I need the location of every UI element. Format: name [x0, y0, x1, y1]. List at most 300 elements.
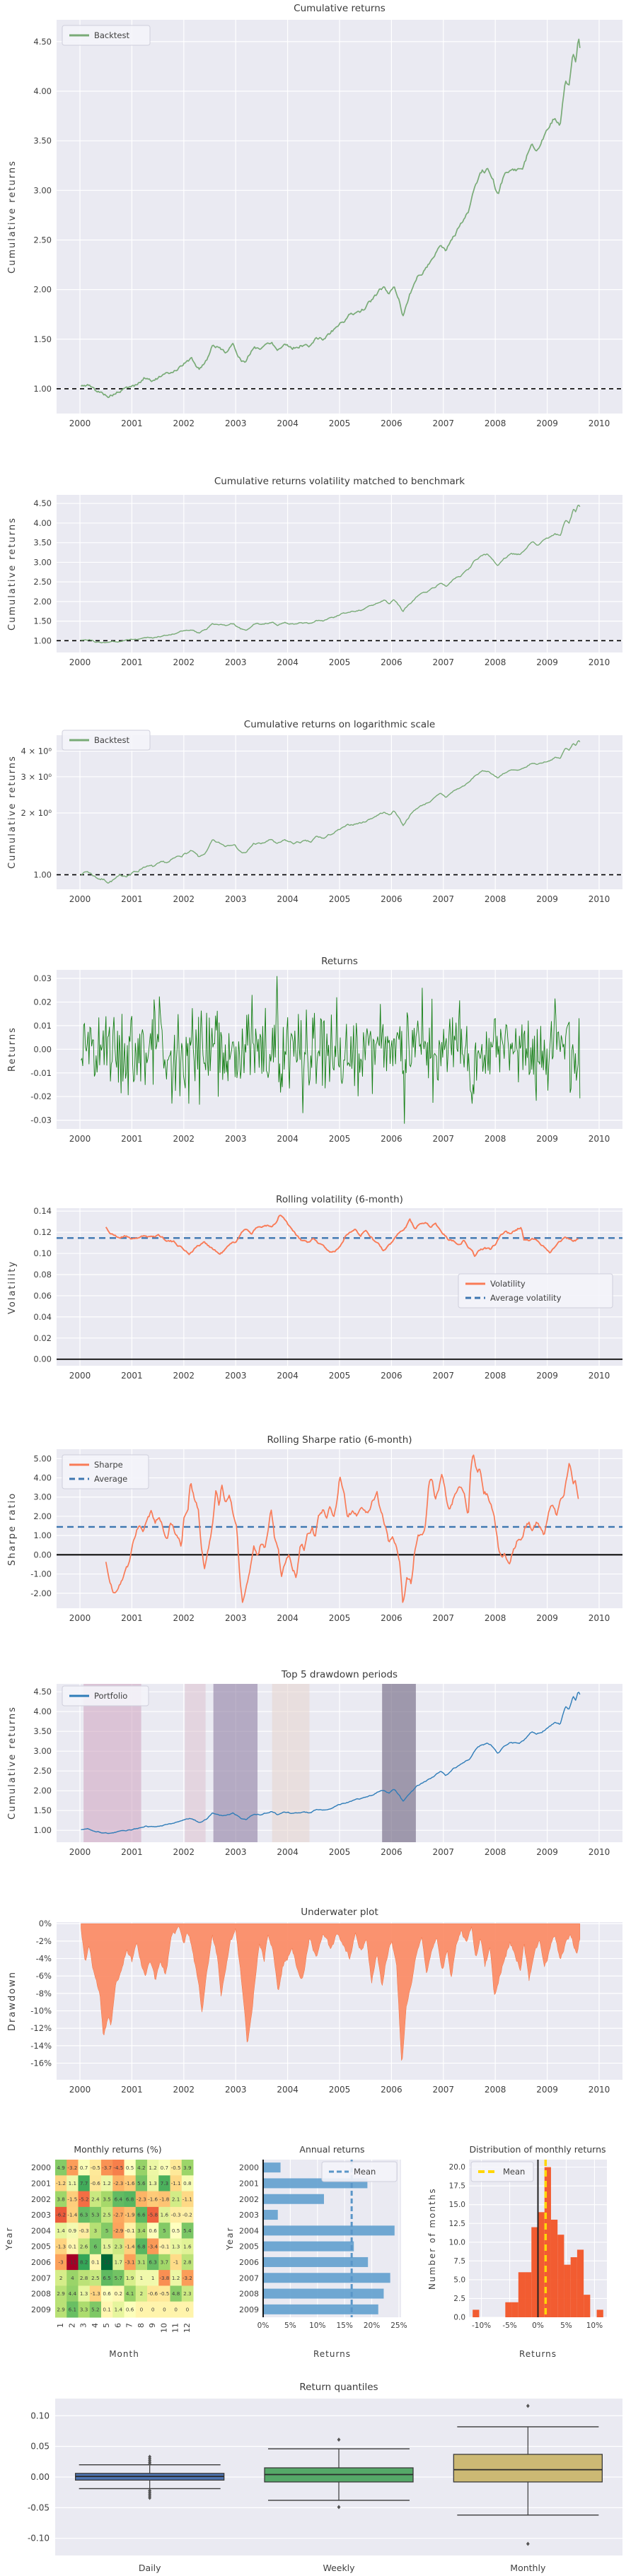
heatmap-cell-value: 5 [163, 2227, 166, 2234]
x-tick-label: 2005 [328, 657, 351, 667]
y-tick-label: 10.0 [448, 2238, 465, 2247]
heatmap-cell-value: 1.9 [125, 2274, 134, 2281]
rolling-sharpe-plot [0, 1432, 643, 1665]
y-tick-label: 2005 [31, 2242, 51, 2252]
y-tick-label: -0.02 [30, 1091, 52, 1102]
x-tick-label: 4 [90, 2323, 100, 2328]
histogram-bar [571, 2257, 577, 2317]
y-tick-label: 1.50 [33, 1805, 52, 1816]
heatmap-cell-value: 6.8 [125, 2196, 134, 2203]
y-tick-label: 0.04 [33, 1311, 52, 1322]
heatmap-cell-value: 0 [185, 2306, 190, 2313]
x-tick-label: 2008 [484, 657, 506, 667]
x-tick-label: 2 [67, 2323, 77, 2328]
y-tick-label: 3.00 [33, 557, 52, 568]
heatmap-cell-value: 2.8 [79, 2274, 88, 2281]
chart-rolling-sharpe [0, 1432, 643, 1665]
x-tick-label: 2001 [121, 2085, 143, 2095]
chart-rolling-volatility [0, 1191, 643, 1432]
return-quantiles-plot [0, 2372, 643, 2576]
x-category-label: Weekly [323, 2563, 355, 2573]
heatmap-cell-value: 0 [139, 2306, 144, 2313]
y-tick-label: -6% [35, 1971, 52, 1981]
heatmap-cell-value: 1.2 [103, 2180, 111, 2187]
x-tick-label: 2003 [224, 1371, 247, 1381]
y-tick-label: 2.50 [33, 235, 52, 245]
heatmap-cell-value: 3 [93, 2227, 98, 2234]
heatmap-cell-value: 5 [105, 2227, 109, 2234]
y-tick-label: 0.00 [33, 1550, 52, 1560]
x-tick-label: 2007 [432, 657, 455, 667]
x-tick-label: 15% [336, 2322, 353, 2330]
x-tick-label: 2002 [173, 418, 195, 428]
y-tick-label: 2008 [31, 2289, 51, 2299]
y-tick-label: -10% [30, 2006, 52, 2016]
histogram-bar [551, 2220, 557, 2317]
y-tick-label: 0.12 [33, 1227, 52, 1238]
x-tick-label: 2008 [484, 1371, 506, 1381]
heatmap-cell-value: 0.7 [79, 2164, 88, 2171]
y-axis-label: Number of months [427, 2187, 437, 2290]
heatmap-cell-value: 0.1 [91, 2259, 100, 2266]
y-tick-label: 3.50 [33, 136, 52, 146]
heatmap-cell-value: -6.2 [56, 2211, 66, 2218]
heatmap-cell-value: -1.6 [124, 2180, 135, 2187]
y-tick-label: 3.00 [33, 1492, 52, 1502]
x-tick-label: 2005 [328, 894, 351, 904]
heatmap-cell-value: 2 [59, 2274, 63, 2281]
histogram-bar [525, 2272, 531, 2317]
heatmap-cell-value: -1.4 [67, 2211, 78, 2218]
heatmap-cell-value: -11 [68, 2259, 77, 2266]
y-tick-label: 2006 [239, 2257, 259, 2267]
x-tick-label: 2009 [536, 1613, 558, 1623]
chart-drawdown-periods [0, 1665, 643, 1905]
chart-cumulative-returns [0, 0, 643, 463]
x-tick-label: 2007 [432, 1847, 455, 1857]
x-tick-label: 2001 [121, 1847, 143, 1857]
heatmap-cell-value: -2.3 [136, 2196, 146, 2203]
heatmap-cell-value: -3.2 [182, 2274, 192, 2281]
y-tick-label: 4.00 [33, 517, 52, 528]
y-tick-label: 0% [38, 1919, 52, 1929]
heatmap-cell-value: 6.1 [68, 2306, 77, 2313]
drawdown-periods-plot [0, 1665, 643, 1905]
chart-title: Underwater plot [301, 1907, 378, 1918]
heatmap-cell-value: 1.6 [183, 2243, 192, 2250]
chart-returns [0, 954, 643, 1191]
histogram-bar [564, 2265, 570, 2317]
bottom-row-plots [0, 2138, 643, 2372]
heatmap-cell-value: 3.9 [183, 2164, 192, 2171]
y-tick-label: 3.00 [33, 185, 52, 196]
heatmap-cell-value: 3.7 [160, 2259, 169, 2266]
chart-title: Top 5 drawdown periods [281, 1669, 398, 1680]
y-tick-label: 2001 [239, 2179, 259, 2189]
x-tick-label: -10% [472, 2322, 492, 2330]
chart-title: Returns [321, 956, 358, 967]
histogram-bar [597, 2309, 603, 2317]
heatmap-cell-value: 4.8 [171, 2290, 180, 2297]
x-tick-label: 2010 [588, 894, 610, 904]
chart-title: Monthly returns (%) [74, 2144, 162, 2155]
x-tick-label: 2006 [381, 1134, 402, 1144]
heatmap-cell-value: -1.3 [56, 2243, 66, 2250]
y-tick-label: 0.10 [33, 1248, 52, 1259]
x-tick-label: -5% [502, 2322, 517, 2330]
heatmap-cell-value: -2.7 [113, 2211, 124, 2218]
x-tick-label: 2006 [381, 657, 402, 667]
y-tick-label: 2006 [31, 2257, 51, 2267]
x-tick-label: 5 [102, 2323, 112, 2328]
drawdown-band [214, 1684, 257, 1842]
chart-title: Cumulative returns on logarithmic scale [243, 719, 436, 730]
x-tick-label: 2000 [69, 657, 91, 667]
x-tick-label: 2009 [536, 2085, 558, 2095]
x-tick-label: 2006 [381, 418, 402, 428]
x-tick-label: 2006 [381, 1847, 402, 1857]
y-tick-label: -0.01 [30, 1067, 52, 1078]
heatmap-cell-value: 6.8 [137, 2243, 146, 2250]
heatmap-cell-value: 2.9 [57, 2306, 65, 2313]
y-tick-label: 1.50 [33, 616, 52, 626]
y-tick-label: 4.00 [33, 86, 52, 97]
heatmap-cell-value: -2.3 [113, 2180, 124, 2187]
heatmap-cell-value: -0.1 [124, 2227, 135, 2234]
heatmap-cell-value: -2.9 [113, 2227, 124, 2234]
heatmap-cell-value: 2.9 [57, 2290, 65, 2297]
y-axis-label: Volatility [7, 1260, 18, 1314]
heatmap-cell-value: 2.3 [114, 2243, 123, 2250]
heatmap-cell-value: 7.7 [79, 2180, 88, 2187]
x-tick-label: 5% [560, 2322, 572, 2330]
y-tick-label: 2008 [239, 2289, 259, 2299]
heatmap-cell-value: -1.4 [124, 2243, 135, 2250]
annual-return-bar [263, 2242, 354, 2252]
y-tick-label: 1.50 [33, 334, 52, 344]
chart-title: Return quantiles [299, 2382, 378, 2393]
heatmap-cell-value: 0.7 [160, 2164, 169, 2171]
y-tick-label: -8% [35, 1988, 52, 1998]
y-tick-label: 0.03 [33, 973, 52, 984]
y-tick-label: 2.00 [33, 1786, 52, 1796]
heatmap-cell-value: 7.3 [160, 2180, 169, 2187]
y-tick-label: 0.14 [33, 1206, 52, 1217]
y-axis-label: Cumulative returns [7, 160, 18, 274]
y-tick-label: 1.00 [33, 870, 52, 880]
x-tick-label: 2008 [484, 1613, 506, 1623]
x-tick-label: 2002 [173, 894, 195, 904]
heatmap-cell-value: 1.4 [57, 2227, 65, 2234]
heatmap-cell-value: 6.4 [114, 2196, 123, 2203]
y-tick-label: 2.50 [33, 577, 52, 587]
heatmap-cell-value: 1.4 [114, 2306, 123, 2313]
chart-title: Distribution of monthly returns [469, 2144, 606, 2155]
y-tick-label: 17.5 [448, 2182, 465, 2191]
heatmap-cell-value: 4 [71, 2274, 74, 2281]
y-tick-label: 2007 [239, 2273, 259, 2283]
x-tick-label: 11 [170, 2323, 180, 2333]
x-tick-label: 2004 [277, 2085, 299, 2095]
y-axis-label: Returns [7, 1026, 18, 1072]
legend-label: Backtest [94, 735, 130, 745]
y-tick-label: 5.0 [453, 2276, 465, 2285]
heatmap-cell-value: 0 [174, 2306, 178, 2313]
heatmap-cell-value: 0.1 [103, 2306, 111, 2313]
y-tick-label: -0.10 [27, 2533, 50, 2543]
x-axis-label: Month [109, 2349, 139, 2359]
histogram-bar [545, 2167, 551, 2317]
heatmap-cell-value: -1.2 [56, 2180, 66, 2187]
box [453, 2454, 602, 2482]
y-tick-label: 2009 [31, 2305, 51, 2314]
heatmap-cell-value: -1 [173, 2259, 179, 2266]
x-tick-label: 2002 [173, 1371, 195, 1381]
chart-log-scale [0, 710, 643, 954]
heatmap-cell-value: 3.8 [57, 2196, 65, 2203]
bottom-row [0, 2138, 643, 2372]
heatmap-cell-value: 2 [139, 2290, 144, 2297]
y-tick-label: 2000 [31, 2163, 51, 2173]
y-tick-label: 0.02 [33, 997, 52, 1007]
drawdown-band [185, 1684, 205, 1842]
heatmap-cell-value: -1.9 [124, 2211, 135, 2218]
y-tick-label: 1.00 [33, 383, 52, 394]
heatmap-cell-value: -5.8 [148, 2211, 158, 2218]
heatmap-cell-value: 2.5 [103, 2211, 111, 2218]
legend-label: Average [94, 1474, 128, 1484]
heatmap-cell-value: 1.2 [171, 2274, 180, 2281]
heatmap-cell-value: 6.6 [137, 2211, 146, 2218]
x-tick-label: 2006 [381, 1371, 402, 1381]
heatmap-cell-value: -0.3 [79, 2227, 89, 2234]
x-tick-label: 2004 [277, 657, 299, 667]
chart-title: Cumulative returns volatility matched to benchmark [214, 476, 465, 487]
y-tick-label: 2000 [239, 2163, 259, 2173]
heatmap-cell-value: -0.6 [148, 2290, 158, 2297]
y-tick-label: 0.01 [33, 1020, 52, 1031]
x-tick-label: 2007 [432, 2085, 455, 2095]
x-tick-label: 2002 [173, 1134, 195, 1144]
heatmap-cell-value: 5.3 [91, 2211, 100, 2218]
heatmap-cell-value: 2.5 [91, 2274, 100, 2281]
y-tick-label: -0.05 [27, 2502, 50, 2513]
heatmap-cell-value: 0.8 [183, 2180, 192, 2187]
y-tick-label: -12% [30, 2023, 52, 2034]
x-tick-label: 2004 [277, 1134, 299, 1144]
x-tick-label: 2005 [328, 2085, 351, 2095]
x-tick-label: 2007 [432, 418, 455, 428]
x-tick-label: 6 [113, 2323, 123, 2328]
y-tick-label: 2004 [31, 2226, 51, 2236]
x-tick-label: 2000 [69, 418, 91, 428]
log-scale-plot [0, 710, 643, 954]
heatmap-cell-value: 0 [151, 2306, 155, 2313]
y-tick-label: 0.06 [33, 1290, 52, 1301]
x-tick-label: 2004 [277, 418, 299, 428]
y-tick-label: 4.00 [33, 1706, 52, 1717]
x-tick-label: 2000 [69, 1613, 91, 1623]
chart-title: Rolling Sharpe ratio (6-month) [267, 1434, 412, 1446]
y-tick-label: 2003 [31, 2211, 51, 2220]
heatmap-cell-value: -0.5 [159, 2290, 170, 2297]
x-tick-label: 2008 [484, 894, 506, 904]
x-tick-label: 2000 [69, 894, 91, 904]
heatmap-cell-value: -3.2 [67, 2164, 78, 2171]
y-tick-label: 0.10 [30, 2411, 50, 2421]
y-tick-label: 0.00 [33, 1354, 52, 1364]
annual-return-bar [263, 2162, 281, 2172]
x-tick-label: 2000 [69, 2085, 91, 2095]
y-tick-label: 4.50 [33, 498, 52, 509]
x-tick-label: 2010 [588, 657, 610, 667]
heatmap-cell-value: 4.2 [137, 2164, 146, 2171]
heatmap-cell-value: -1.6 [148, 2196, 158, 2203]
chart-return-quantiles [0, 2372, 643, 2576]
x-tick-label: 2004 [277, 1371, 299, 1381]
histogram-bar [577, 2249, 584, 2317]
histogram-bar [557, 2235, 564, 2317]
heatmap-cell-value: 3.3 [79, 2306, 88, 2313]
heatmap-cell-value: 4.4 [68, 2290, 77, 2297]
y-tick-label: 0.00 [30, 2472, 50, 2482]
y-axis-label: Cumulative returns [7, 1706, 18, 1820]
x-tick-label: 2009 [536, 1847, 558, 1857]
y-tick-label: 7.5 [453, 2256, 465, 2266]
x-tick-label: 7 [124, 2323, 134, 2328]
x-tick-label: 2004 [277, 894, 299, 904]
x-tick-label: 2009 [536, 657, 558, 667]
x-tick-label: 2001 [121, 657, 143, 667]
heatmap-cell-value: 4.9 [57, 2164, 65, 2171]
x-tick-label: 2002 [173, 657, 195, 667]
heatmap-cell-value: 1 [139, 2274, 144, 2281]
x-tick-label: 2003 [224, 657, 247, 667]
heatmap-cell-value: -3.7 [102, 2164, 112, 2171]
x-tick-label: 2007 [432, 1371, 455, 1381]
y-tick-label: 2001 [31, 2179, 51, 2189]
heatmap-cell-value: 6.3 [79, 2211, 88, 2218]
legend-label: Sharpe [94, 1460, 123, 1470]
x-tick-label: 2004 [277, 1847, 299, 1857]
heatmap-cell-value: -0.6 [90, 2180, 100, 2187]
x-tick-label: 2007 [432, 1613, 455, 1623]
y-tick-label: 2009 [239, 2305, 259, 2314]
heatmap-cell-value: 1.3 [79, 2290, 88, 2297]
heatmap-cell-value: 6.3 [149, 2259, 157, 2266]
annual-return-bar [263, 2289, 383, 2299]
annual-return-bar [263, 2194, 324, 2204]
x-tick-label: 2005 [328, 418, 351, 428]
x-tick-label: 2001 [121, 1134, 143, 1144]
heatmap-cell-value: 3.5 [103, 2196, 111, 2203]
y-tick-label: 3.00 [33, 1746, 52, 1757]
heatmap-cell-value: -3.1 [124, 2259, 135, 2266]
heatmap-cell-value: 0.6 [103, 2290, 111, 2297]
x-tick-label: 2008 [484, 2085, 506, 2095]
y-tick-label: 2 × 10⁰ [21, 807, 52, 818]
heatmap-cell-value: -1.8 [159, 2196, 170, 2203]
heatmap-cell-value: 0.5 [125, 2164, 134, 2171]
x-tick-label: 2010 [588, 2085, 610, 2095]
x-tick-label: 2008 [484, 418, 506, 428]
heatmap-cell-value: -1.1 [170, 2180, 181, 2187]
y-tick-label: 2.50 [33, 1766, 52, 1776]
heatmap-cell-value: 0.2 [114, 2290, 123, 2297]
heatmap-cell-value: 6 [93, 2243, 98, 2250]
legend-label: Average volatility [490, 1293, 562, 1303]
heatmap-cell-value: -3.4 [148, 2243, 158, 2250]
heatmap-cell-value: 1.3 [149, 2180, 157, 2187]
y-tick-label: 4 × 10⁰ [21, 746, 52, 756]
heatmap-cell-value: 4.1 [125, 2290, 134, 2297]
histogram-bar [538, 2212, 545, 2317]
legend-label: Mean [354, 2167, 376, 2177]
y-tick-label: 4.50 [33, 1687, 52, 1697]
heatmap-cell-value: 1.5 [103, 2243, 111, 2250]
heatmap-cell-value: 2.8 [183, 2259, 192, 2266]
x-tick-label: 2001 [121, 1613, 143, 1623]
y-tick-label: -2.00 [30, 1588, 52, 1598]
vol-matched-plot [0, 463, 643, 710]
x-tick-label: 8 [136, 2323, 146, 2328]
legend-label: Backtest [94, 30, 130, 40]
heatmap-cell-value: 6.5 [103, 2274, 111, 2281]
x-tick-label: 2005 [328, 1134, 351, 1144]
heatmap-cell-value: 3.1 [137, 2259, 146, 2266]
x-tick-label: 2009 [536, 418, 558, 428]
y-tick-label: -16% [30, 2058, 52, 2068]
x-tick-label: 2001 [121, 1371, 143, 1381]
x-tick-label: 2000 [69, 1847, 91, 1857]
cumulative-returns-plot [0, 0, 643, 463]
x-tick-label: 2008 [484, 1847, 506, 1857]
y-tick-label: 4.00 [33, 1473, 52, 1483]
y-tick-label: 2003 [239, 2211, 259, 2220]
x-tick-label: 2006 [381, 894, 402, 904]
annual-return-bar [263, 2225, 395, 2235]
x-tick-label: 0% [532, 2322, 544, 2330]
heatmap-cell-value: 0 [163, 2306, 166, 2313]
y-tick-label: -14% [30, 2040, 52, 2051]
histogram-bar [512, 2302, 519, 2317]
heatmap-cell-value: 5.2 [91, 2306, 100, 2313]
histogram-bar [531, 2227, 538, 2317]
x-tick-label: 1 [56, 2323, 66, 2328]
heatmap-cell-value: 0.6 [149, 2227, 157, 2234]
x-category-label: Daily [138, 2563, 161, 2573]
heatmap-cell-value: 5.7 [114, 2274, 123, 2281]
histogram-bar [584, 2295, 590, 2317]
y-axis-label: Cumulative returns [7, 755, 18, 870]
heatmap-cell-value: 1 [151, 2274, 155, 2281]
y-tick-label: 3.50 [33, 1726, 52, 1737]
annual-return-bar [263, 2210, 278, 2220]
x-tick-label: 2003 [224, 418, 247, 428]
heatmap-cell-value: -3.8 [159, 2274, 170, 2281]
y-tick-label: 0.08 [33, 1269, 52, 1280]
chart-title: Annual returns [299, 2144, 365, 2155]
x-category-label: Monthly [510, 2563, 546, 2573]
heatmap-cell-value: -3 [58, 2259, 64, 2266]
x-tick-label: 2010 [588, 1134, 610, 1144]
heatmap-cell-value: 3.4 [137, 2227, 146, 2234]
chart-title: Rolling volatility (6-month) [276, 1194, 403, 1205]
heatmap-cell-value: -0.1 [159, 2243, 170, 2250]
x-tick-label: 2010 [588, 1847, 610, 1857]
y-tick-label: 3.50 [33, 537, 52, 548]
x-tick-label: 2009 [536, 1371, 558, 1381]
